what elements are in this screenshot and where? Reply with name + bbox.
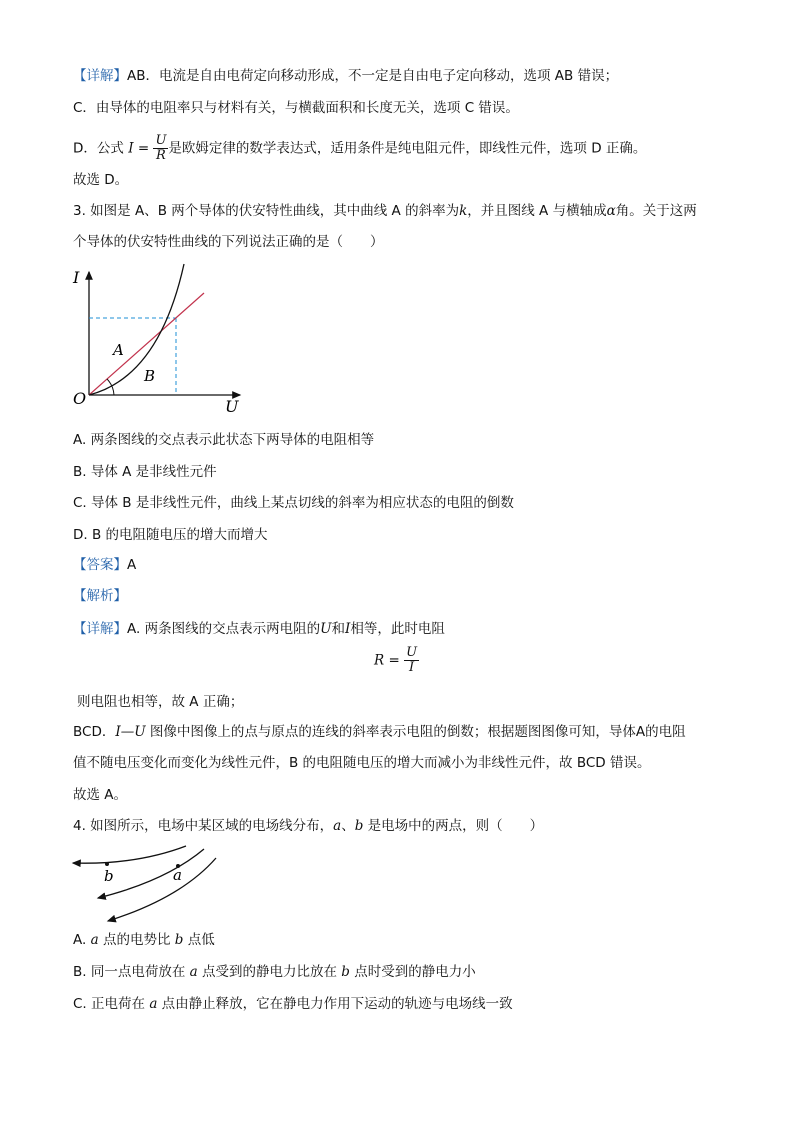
- point-a: a: [149, 996, 158, 1012]
- point-label-a: a: [173, 866, 182, 884]
- fraction-denominator: I: [408, 660, 415, 675]
- stem-text: 3. 如图是 A、B 两个导体的伏安特性曲线，其中曲线 A 的斜率为: [73, 203, 460, 219]
- option-c: C. 导体 B 是非线性元件，曲线上某点切线的斜率为相应状态的电阻的倒数: [73, 495, 514, 511]
- symbol-i: I: [344, 621, 351, 637]
- option-text: 点由静止释放，它在静电力作用下运动的轨迹与电场线一致: [157, 996, 513, 1012]
- symbol-u: U: [320, 621, 332, 637]
- point-a: a: [189, 964, 198, 980]
- detail-tag: 【详解】: [73, 621, 127, 637]
- resistance-fraction: [404, 646, 419, 675]
- option-d: D. B 的电阻随电压的增大而增大: [73, 527, 268, 543]
- answer-tag: 【答案】: [73, 557, 127, 573]
- point-b: b: [341, 964, 350, 980]
- point-b-dot: [105, 862, 109, 866]
- symbol-alpha: α: [606, 203, 616, 219]
- analysis-tag: 【解析】: [73, 588, 127, 604]
- symbol-r: R: [374, 652, 385, 669]
- line-text: 是欧姆定律的数学表达式，适用条件是纯电阻元件，即线性元件，选项 D 正确。: [168, 140, 647, 157]
- detail-text: 相等，此时电阻: [350, 621, 445, 637]
- stem-text: ，并且图线 A 与横轴成: [467, 203, 607, 219]
- q3-detail-line-1: [73, 619, 445, 639]
- question-3-stem: [73, 201, 697, 221]
- symbol-iu: I—U: [115, 724, 146, 740]
- fraction-denominator: R: [156, 148, 166, 163]
- detail-text: 图像中图像上的点与原点的连线的斜率表示电阻的倒数；根据题图图像可知，导体A的电阻: [145, 724, 686, 740]
- equals: =: [133, 140, 154, 157]
- axis-label-u: U: [225, 397, 239, 416]
- detail-text: BCD．: [73, 724, 116, 740]
- detail-tag: 【详解】: [73, 68, 127, 84]
- detail-line-c: C．由导体的电阻率只与材料有关，与横截面积和长度无关，选项 C 错误。: [73, 100, 519, 116]
- q3-detail-line-3: [73, 722, 686, 742]
- option-text: A.: [73, 932, 91, 948]
- question-4-stem: [73, 816, 543, 836]
- iu-graph-figure: [64, 262, 254, 422]
- option-b: B. 导体 A 是非线性元件: [73, 464, 217, 480]
- point-b: b: [174, 932, 184, 948]
- detail-line-ab: [73, 66, 618, 86]
- resistance-formula: [374, 646, 419, 675]
- detail-line-d: [73, 134, 646, 163]
- detail-text: A. 两条图线的交点表示两电阻的: [127, 621, 321, 637]
- symbol-current: I: [128, 140, 134, 157]
- detail-text: 和: [331, 621, 345, 637]
- field-lines-figure: [66, 843, 226, 928]
- field-line-top: [73, 846, 186, 863]
- point-b: b: [354, 818, 364, 834]
- fraction-numerator: U: [406, 645, 418, 660]
- option-text: 点受到的静电力比放在: [197, 964, 342, 980]
- option-a: A. 两条图线的交点表示此状态下两导体的电阻相等: [73, 432, 375, 448]
- q3-detail-line-2: 则电阻也相等，故 A 正确；: [77, 694, 244, 710]
- curve-label-b: B: [144, 367, 156, 385]
- equals: =: [384, 652, 405, 669]
- stem-text: 4. 如图所示，电场中某区域的电场线分布，: [73, 818, 334, 834]
- q3-detail-line-4: 值不随电压变化而变化为线性元件，B 的电阻随电压的增大而减小为非线性元件，故 BCD 错误。: [73, 755, 651, 771]
- answer-line: [73, 555, 136, 575]
- point-a: a: [333, 818, 342, 834]
- detail-text: AB．电流是自由电荷定向移动形成，不一定是自由电子定向移动，选项 AB 错误；: [127, 68, 619, 84]
- conclusion-line: 故选 D。: [73, 172, 129, 188]
- stem-text: 、: [341, 818, 355, 834]
- curve-label-a: A: [113, 341, 124, 359]
- point-a: a: [90, 932, 99, 948]
- option-text: 点的电势比: [98, 932, 175, 948]
- axis-label-i: I: [73, 268, 80, 287]
- point-label-b: b: [104, 867, 114, 885]
- q3-conclusion-line: 故选 A。: [73, 787, 128, 803]
- origin-label: O: [73, 389, 87, 408]
- symbol-k: k: [459, 203, 468, 219]
- option-text: 点低: [183, 932, 215, 948]
- stem-text: 角。关于这两: [615, 203, 697, 219]
- curve-b: [89, 264, 184, 395]
- question-3-stem-cont: 个导体的伏安特性曲线的下列说法正确的是（ ）: [73, 234, 384, 250]
- fraction-numerator: U: [155, 133, 167, 148]
- q4-option-b: [73, 962, 476, 982]
- option-text: 点时受到的静电力小: [349, 964, 476, 980]
- q4-option-a: [73, 930, 215, 950]
- q4-option-c: [73, 994, 513, 1014]
- stem-text: 是电场中的两点，则（ ）: [363, 818, 544, 834]
- option-text: B. 同一点电荷放在: [73, 964, 190, 980]
- ohm-fraction: [153, 134, 168, 163]
- answer-value: A: [127, 557, 137, 573]
- field-line-bottom: [108, 858, 216, 921]
- line-prefix: D．公式: [73, 140, 124, 157]
- option-text: C. 正电荷在: [73, 996, 150, 1012]
